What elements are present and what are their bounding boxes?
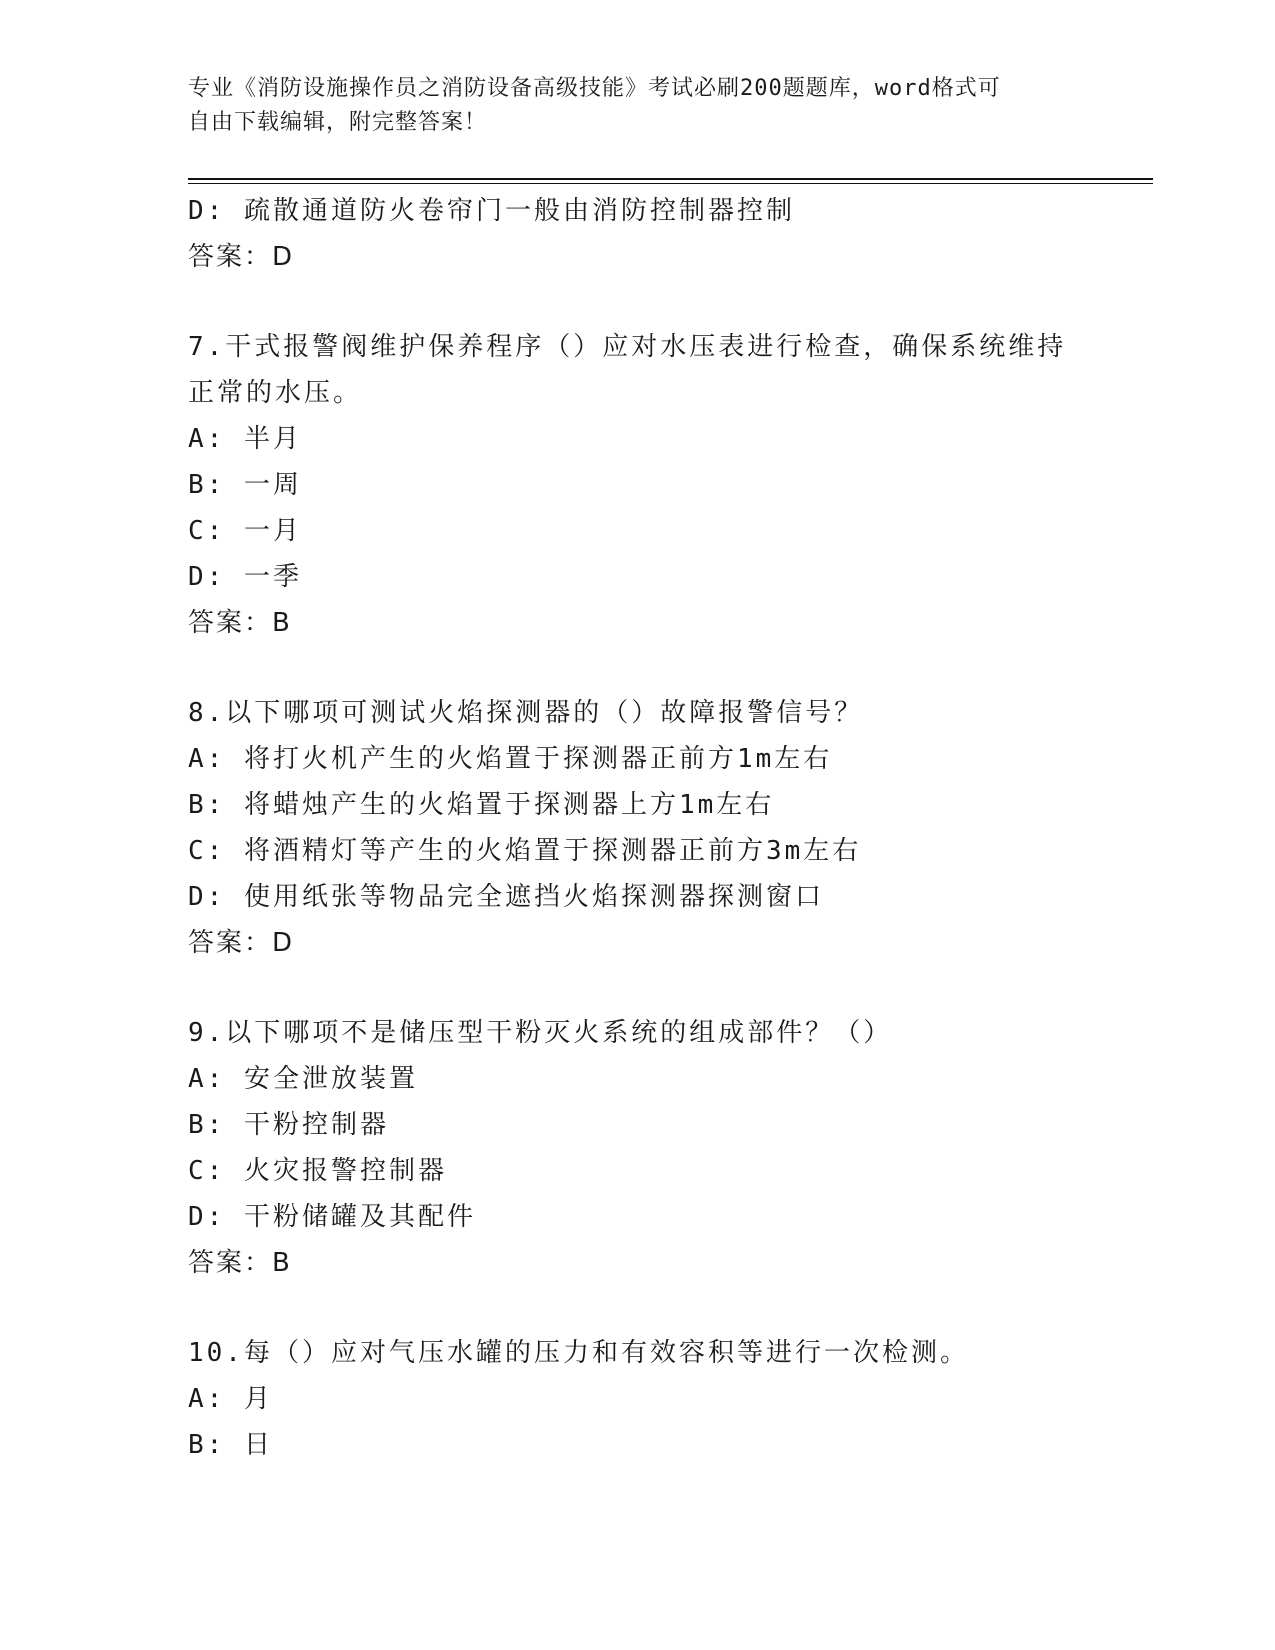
question-stem-continued: 正常的水压。 [188, 378, 363, 408]
option-a: A: 半月 [188, 424, 302, 454]
option-c: C: 火灾报警控制器 [188, 1156, 447, 1186]
question-8 [188, 690, 1148, 966]
option-b: B: 一周 [188, 470, 302, 500]
option-b: B: 将蜡烛产生的火焰置于探测器上方1m左右 [188, 790, 775, 820]
option-a: A: 月 [188, 1384, 273, 1414]
option-a: A: 将打火机产生的火焰置于探测器正前方1m左右 [188, 744, 833, 774]
question-10 [188, 1330, 1148, 1468]
header-rule-secondary [188, 183, 1153, 184]
spacer [188, 646, 1148, 690]
option-c: C: 将酒精灯等产生的火焰置于探测器正前方3m左右 [188, 836, 862, 866]
option-c: C: 一月 [188, 516, 302, 546]
question-7 [188, 324, 1148, 646]
option-d: D: 使用纸张等物品完全遮挡火焰探测器探测窗口 [188, 882, 824, 912]
question-list [188, 188, 1148, 1468]
spacer [188, 280, 1148, 324]
option-a: A: 安全泄放装置 [188, 1064, 418, 1094]
lead-option-d: D: 疏散通道防火卷帘门一般由消防控制器控制 [188, 196, 795, 226]
lead-answer: 答案：D [188, 242, 295, 272]
answer: 答案：B [188, 608, 292, 638]
document-header [188, 72, 1088, 140]
header-line-1: 专业《消防设施操作员之消防设备高级技能》考试必刷200题题库，word格式可 [188, 76, 1001, 101]
header-rule [188, 178, 1153, 180]
option-d: D: 一季 [188, 562, 302, 592]
question-stem: 10.每（）应对气压水罐的压力和有效容积等进行一次检测。 [188, 1338, 969, 1368]
header-line-2: 自由下载编辑，附完整答案！ [188, 110, 488, 135]
answer: 答案：B [188, 1248, 292, 1278]
question-stem: 8.以下哪项可测试火焰探测器的（）故障报警信号？ [188, 698, 864, 728]
spacer [188, 966, 1148, 1010]
question-stem: 7.干式报警阀维护保养程序（）应对水压表进行检查，确保系统维持 [188, 332, 1067, 362]
answer: 答案：D [188, 928, 295, 958]
option-b: B: 干粉控制器 [188, 1110, 389, 1140]
option-d: D: 干粉储罐及其配件 [188, 1202, 476, 1232]
spacer [188, 1286, 1148, 1330]
question-9 [188, 1010, 1148, 1286]
option-b: B: 日 [188, 1430, 273, 1460]
question-stem: 9.以下哪项不是储压型干粉灭火系统的组成部件？（） [188, 1018, 893, 1048]
